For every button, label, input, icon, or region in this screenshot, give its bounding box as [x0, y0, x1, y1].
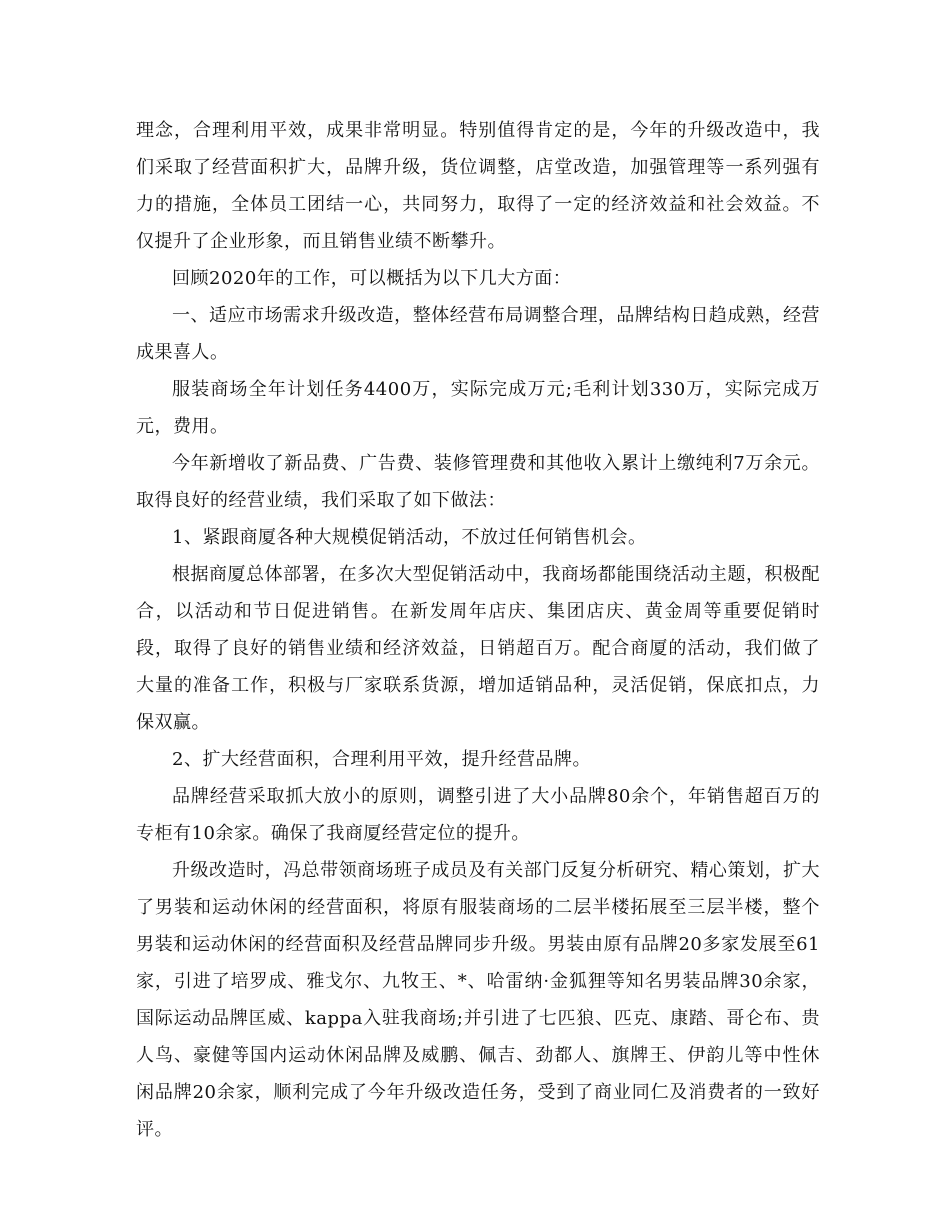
- subsection-heading: 2、扩大经营面积，合理利用平效，提升经营品牌。: [172, 749, 591, 770]
- paragraph: 品牌经营采取抓大放小的原则，调整引进了大小品牌80余个，年销售超百万的专柜有10余家。确保了我商厦经营定位的提升。: [136, 786, 820, 844]
- paragraph: 服装商场全年计划任务4400万，实际完成万元;毛利计划330万，实际完成万元，费用。: [136, 379, 820, 437]
- subsection-heading: 1、紧跟商厦各种大规模促销活动，不放过任何销售机会。: [172, 527, 647, 548]
- paragraph: 今年新增收了新品费、广告费、装修管理费和其他收入累计上缴纯利7万余元。取得良好的经营业绩，我们采取了如下做法：: [136, 453, 820, 511]
- paragraph: 理念，合理利用平效，成果非常明显。特别值得肯定的是，今年的升级改造中，我们采取了经营面积扩大，品牌升级，货位调整，店堂改造，加强管理等一系列强有力的措施，全体员工团结一心，共同努力，取得了一定的经济效益和社会效益。不仅提升了企业形象，而且销售业绩不断攀升。: [136, 120, 820, 252]
- section-heading: 一、适应市场需求升级改造，整体经营布局调整合理，品牌结构日趋成熟，经营成果喜人。: [136, 305, 820, 363]
- paragraph: 回顾2020年的工作，可以概括为以下几大方面：: [172, 268, 572, 289]
- document-body: [136, 112, 820, 1148]
- paragraph: 升级改造时，冯总带领商场班子成员及有关部门反复分析研究、精心策划，扩大了男装和运动休闲的经营面积，将原有服装商场的二层半楼拓展至三层半楼，整个男装和运动休闲的经营面积及经营品牌同步升级。男装由原有品牌20多家发展至61家，引进了培罗成、雅戈尔、九牧王、*、哈雷纳·金狐狸等知名男装品牌30余家，国际运动品牌匡威、kappa入驻我商场;并引进了七匹狼、匹克、康踏、哥仑布、贵人鸟、豪健等国内运动休闲品牌及威鹏、佩吉、劲都人、旗牌王、伊韵儿等中性休闲品牌20余家，顺利完成了今年升级改造任务，受到了商业同仁及消费者的一致好评。: [136, 860, 820, 1140]
- paragraph: 根据商厦总体部署，在多次大型促销活动中，我商场都能围绕活动主题，积极配合，以活动和节日促进销售。在新发周年店庆、集团店庆、黄金周等重要促销时段，取得了良好的销售业绩和经济效益，日销超百万。配合商厦的活动，我们做了大量的准备工作，积极与厂家联系货源，增加适销品种，灵活促销，保底扣点，力保双赢。: [136, 564, 820, 733]
